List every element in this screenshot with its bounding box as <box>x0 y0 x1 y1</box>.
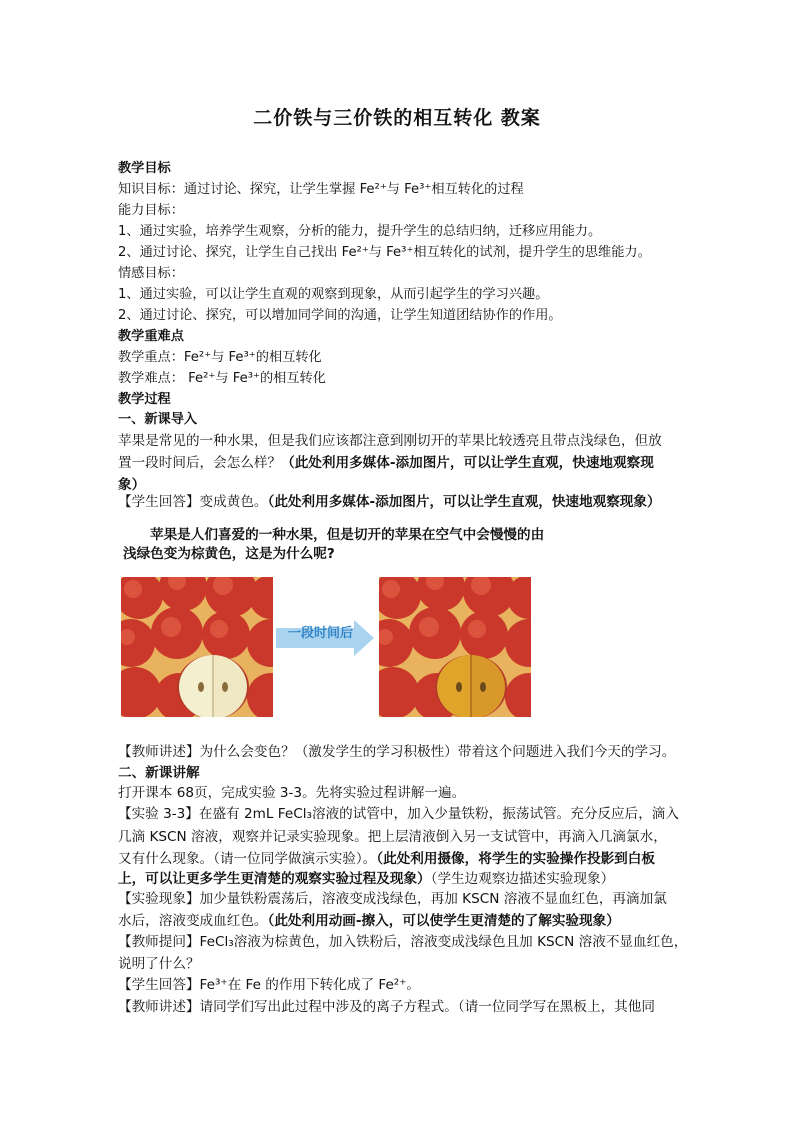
section2-heading: 二、新课讲解 <box>118 765 200 781</box>
key-points-heading: 教学重难点 <box>118 329 184 344</box>
ability-objective-1: 1、通过实验，培养学生观察，分析的能力，提升学生的总结归纳，迁移应用能力。 <box>118 224 602 239</box>
phenomenon-line2 <box>118 910 690 933</box>
arrow-label: 一段时间后 <box>288 626 354 641</box>
slide-caption-line2: 浅绿色变为棕黄色，这是为什么呢? <box>123 546 335 562</box>
experiment-line2: 几滴 KSCN 溶液，观察并记录实验现象。把上层清液倒入另一支试管中，再滴入几滴氯水， <box>118 829 667 845</box>
teacher-question-line2: 说明了什么？ <box>118 956 200 972</box>
phenomenon-line2-note: （此处利用动画-擦入，可以使学生更清楚的了解实验现象） <box>267 913 620 929</box>
experiment-line4-text: （学生边观察边描述实验现象） <box>430 871 615 887</box>
experiment-line4-note: 上，可以让更多学生更清楚的观察实验过程及现象） <box>118 871 431 887</box>
knowledge-objective: 知识目标：通过讨论、探究，让学生掌握 Fe²⁺与 Fe³⁺相互转化的过程 <box>118 182 524 197</box>
student-answer-1 <box>118 491 690 514</box>
student-answer-1-text: 【学生回答】变成黄色。 <box>118 494 268 510</box>
student-answer-2: 【学生回答】Fe³⁺在 Fe 的作用下转化成了 Fe²⁺。 <box>118 977 421 993</box>
emotion-objective-2: 2、通过讨论、探究，可以增加同学间的沟通，让学生知道团结协作的作用。 <box>118 308 562 323</box>
ability-objective-label: 能力目标： <box>118 203 184 218</box>
emotion-objective-1: 1、通过实验，可以让学生直观的观察到现象，从而引起学生的学习兴趣。 <box>118 287 549 302</box>
intro-line2-note: （此处利用多媒体-添加图片，可以让学生直观，快速地观察现 <box>281 455 654 471</box>
teaching-difficulty: 教学难点： Fe²⁺与 Fe³⁺的相互转化 <box>118 371 326 386</box>
intro-paragraph-line2 <box>118 452 690 475</box>
document-title: 二价铁与三价铁的相互转化 教案 <box>253 107 541 129</box>
phenomenon-line2-text: 水后，溶液变成血红色。 <box>118 913 268 929</box>
open-textbook-line: 打开课本 68页，完成实验 3-3。先将实验过程讲解一遍。 <box>118 785 466 801</box>
intro-paragraph-line3: 象） <box>118 477 146 493</box>
phenomenon-line1: 【实验现象】加少量铁粉震荡后，溶液变成浅绿色，再加 KSCN 溶液不显血红色，再滴加氯 <box>118 891 667 907</box>
teacher-question-line1: 【教师提问】FeCl₃溶液为棕黄色，加入铁粉后，溶液变成浅绿色且加 KSCN 溶液不显血红色， <box>118 934 688 950</box>
fresh-apple-image <box>121 577 273 717</box>
experiment-line3-note: （此处利用摄像，将学生的实验操作投影到白板 <box>376 851 655 867</box>
objectives-heading: 教学目标 <box>118 161 171 176</box>
intro-line2-text: 置一段时间后，会怎么样？ <box>118 455 282 471</box>
intro-paragraph-line1: 苹果是常见的一种水果，但是我们应该都注意到刚切开的苹果比较透亮且带点浅绿色，但放 <box>118 433 662 449</box>
teaching-focus: 教学重点：Fe²⁺与 Fe³⁺的相互转化 <box>118 350 322 365</box>
teacher-statement-1: 【教师讲述】为什么会变色？（激发学生的学习积极性）带着这个问题进入我们今天的学习。 <box>118 744 676 760</box>
experiment-line1: 【实验 3-3】在盛有 2mL FeCl₃溶液的试管中，加入少量铁粉，振荡试管。充分反应后，滴入 <box>118 806 679 822</box>
experiment-line3-text: 又有什么现象。（请一位同学做演示实验）。 <box>118 851 377 867</box>
ability-objective-2: 2、通过讨论、探究，让学生自己找出 Fe²⁺与 Fe³⁺相互转化的试剂，提升学生的思维能力。 <box>118 245 651 260</box>
process-heading: 教学过程 <box>118 392 171 407</box>
slide-caption-line1: 苹果是人们喜爱的一种水果，但是切开的苹果在空气中会慢慢的由 <box>150 527 545 543</box>
student-answer-1-note: （此处利用多媒体-添加图片，可以让学生直观，快速地观察现象） <box>267 494 661 510</box>
teacher-statement-2: 【教师讲述】请同学们写出此过程中涉及的离子方程式。（请一位同学写在黑板上，其他同 <box>118 999 655 1015</box>
section1-heading: 一、新课导入 <box>118 412 198 427</box>
emotion-objective-label: 情感目标： <box>118 266 184 281</box>
browned-apple-image <box>379 577 531 717</box>
